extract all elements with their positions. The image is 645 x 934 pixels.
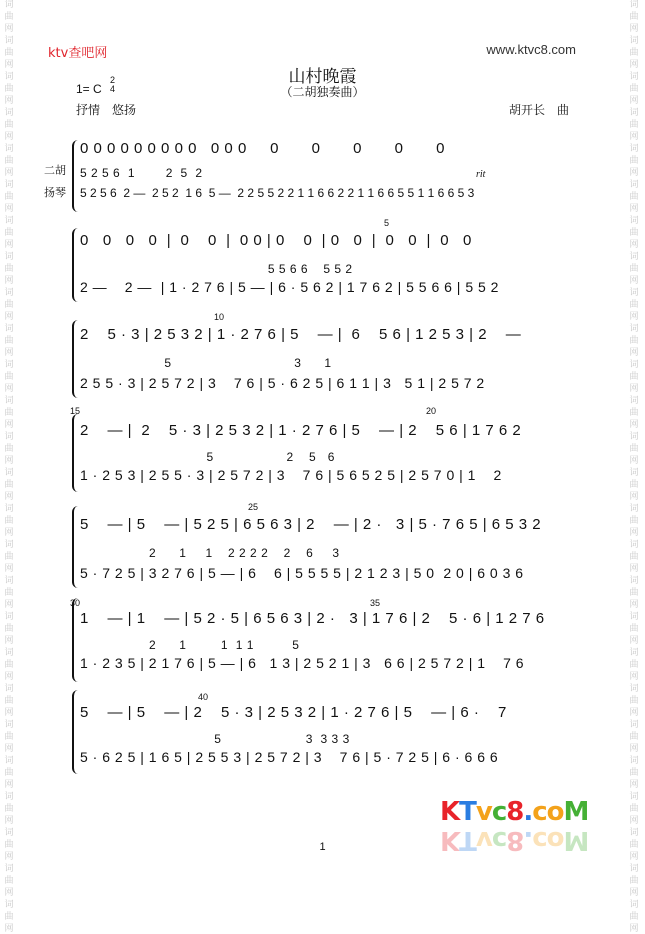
watermark-char: 词 [4,864,14,874]
yangqin-staff: 1 · 2 5 3 | 2 5 5 · 3 | 2 5 7 2 | 3 7 6 | 5 6 5 2 5 | 2 5 7 0 | 1 2 [80,467,502,483]
watermark-char: 网 [629,204,639,214]
watermark-char: 词 [629,792,639,802]
brand-right-url[interactable]: www.ktvc8.com [486,42,576,57]
watermark-char: 曲 [4,264,14,274]
watermark-char: 网 [4,636,14,646]
measure-number: 25 [248,502,259,512]
watermark-char: 词 [4,36,14,46]
watermark-char: 曲 [4,552,14,562]
watermark-char: 词 [4,900,14,910]
watermark-char: 网 [4,924,14,934]
watermark-char: 网 [4,564,14,574]
watermark-char: 词 [4,504,14,514]
erhu-staff: 0 0 0 0 | 0 0 | 0 0 | 0 0 | 0 0 | 0 0 | 0 0 [80,232,472,249]
watermark-char: 曲 [4,624,14,634]
watermark-char: 词 [629,36,639,46]
time-signature-bottom: 4 [110,84,116,94]
yangqin-staff: 2 — 2 — | 1 · 2 7 6 | 5 — | 6 · 5 6 2 | 1 7 6 2 | 5 5 6 6 | 5 5 2 [80,279,499,295]
watermark-char: 网 [629,924,639,934]
tempo-marking: 抒情 悠扬 [76,103,137,117]
watermark-char: 词 [629,396,639,406]
watermark-char: 词 [629,576,639,586]
watermark-char: 曲 [629,804,639,814]
watermark-char: 网 [4,60,14,70]
watermark-char: 网 [4,276,14,286]
watermark-char: 曲 [4,156,14,166]
watermark-char: 曲 [629,228,639,238]
watermark-char: 词 [629,612,639,622]
watermark-char: 曲 [629,696,639,706]
yangqin-staff: 5 2 5 6 2 — 2 5 2 1 6 5 — 2 2 5 5 2 2 1 1 6 6 2 2 1 1 6 6 5 5 1 1 6 6 5 3 [80,186,475,200]
watermark-char: 词 [629,900,639,910]
right-watermark-strip [627,0,641,934]
watermark-char: 曲 [4,120,14,130]
system-brace [72,690,80,774]
watermark-char: 曲 [4,12,14,22]
time-signature-top: 2 [110,75,116,85]
watermark-char: 词 [4,468,14,478]
watermark-char: 曲 [4,696,14,706]
system-brace [72,320,80,398]
watermark-char: 网 [629,312,639,322]
watermark-char: 曲 [629,12,639,22]
system-brace [72,140,80,212]
score-system-3 [74,312,574,398]
instrument-yangqin-label: 扬琴 [44,186,66,199]
watermark-char: 曲 [629,840,639,850]
watermark-char: 网 [4,708,14,718]
watermark-char: 词 [4,72,14,82]
yangqin-upper-notes: 5 3 3 3 3 [80,732,350,746]
score-system-2 [74,218,574,302]
yangqin-upper-notes: 5 2 5 6 [80,450,335,464]
watermark-char: 词 [629,216,639,226]
watermark-char: 词 [629,252,639,262]
system-brace [72,414,80,492]
watermark-char: 网 [4,348,14,358]
system-brace [72,506,80,588]
watermark-char: 词 [4,648,14,658]
watermark-char: 网 [629,240,639,250]
watermark-char: 网 [629,780,639,790]
watermark-char: 曲 [629,264,639,274]
watermark-char: 词 [4,216,14,226]
watermark-char: 网 [4,204,14,214]
measure-number: 20 [426,406,437,416]
rit-marking: rit [476,169,486,180]
watermark-char: 词 [4,576,14,586]
yangqin-upper-notes: 5 5 6 6 5 5 2 [80,262,353,276]
watermark-char: 曲 [629,552,639,562]
watermark-char: 曲 [4,768,14,778]
watermark-char: 网 [4,240,14,250]
watermark-char: 网 [629,528,639,538]
watermark-char: 词 [4,108,14,118]
watermark-char: 曲 [629,912,639,922]
watermark-char: 网 [629,60,639,70]
watermark-char: 词 [4,540,14,550]
watermark-char: 曲 [629,480,639,490]
watermark-char: 曲 [629,768,639,778]
left-watermark-strip [2,0,16,934]
watermark-char: 网 [4,672,14,682]
watermark-char: 曲 [629,876,639,886]
watermark-char: 曲 [629,336,639,346]
watermark-char: 词 [629,432,639,442]
watermark-char: 词 [4,324,14,334]
song-title: 山村晚霞 [288,67,357,87]
watermark-char: 网 [4,24,14,34]
watermark-char: 曲 [629,84,639,94]
watermark-char: 网 [629,492,639,502]
watermark-char: 网 [4,528,14,538]
measure-number: 5 [384,218,390,228]
watermark-char: 网 [4,780,14,790]
watermark-char: 曲 [4,84,14,94]
watermark-char: 网 [629,708,639,718]
watermark-char: 词 [4,252,14,262]
watermark-char: 网 [4,312,14,322]
measure-number: 40 [198,692,209,702]
watermark-char: 网 [629,600,639,610]
watermark-char: 曲 [4,876,14,886]
watermark-char: 网 [629,852,639,862]
watermark-char: 曲 [4,300,14,310]
watermark-char: 网 [629,456,639,466]
watermark-char: 词 [4,0,14,10]
watermark-char: 网 [4,492,14,502]
watermark-char: 词 [629,504,639,514]
watermark-char: 词 [629,720,639,730]
page-number: 1 [319,841,326,853]
watermark-char: 网 [4,96,14,106]
song-subtitle: （二胡独奏曲） [280,85,365,99]
watermark-char: 网 [4,168,14,178]
watermark-char: 词 [629,108,639,118]
watermark-char: 网 [629,888,639,898]
erhu-staff: 2 5 · 3 | 2 5 3 2 | 1 · 2 7 6 | 5 — | 6 5 6 | 1 2 5 3 | 2 — [80,326,522,343]
watermark-char: 词 [4,612,14,622]
erhu-staff: 2 — | 2 5 · 3 | 2 5 3 2 | 1 · 2 7 6 | 5 — | 2 5 6 | 1 7 6 2 [80,422,522,439]
brand-left-link[interactable]: ktv查吧网 [48,46,108,61]
watermark-char: 词 [4,180,14,190]
watermark-char: 曲 [4,660,14,670]
measure-number: 30 [70,598,81,608]
watermark-char: 网 [629,276,639,286]
watermark-char: 词 [4,792,14,802]
composer-credit: 胡开长 曲 [508,103,569,117]
measure-number: 15 [70,406,81,416]
measure-number: 35 [370,598,381,608]
watermark-char: 曲 [4,372,14,382]
instrument-erhu-label: 二胡 [44,164,66,177]
watermark-char: 词 [4,684,14,694]
watermark-char: 词 [629,72,639,82]
watermark-char: 网 [4,816,14,826]
watermark-char: 曲 [4,840,14,850]
system-brace [72,598,80,682]
watermark-char: 网 [629,420,639,430]
watermark-char: 词 [4,432,14,442]
ktvc8-logo [440,797,590,867]
watermark-char: 曲 [629,120,639,130]
measure-number: 10 [214,312,225,322]
score-system-7 [74,690,574,774]
watermark-char: 网 [629,24,639,34]
watermark-char: 曲 [4,516,14,526]
time-signature [110,76,115,94]
watermark-char: 曲 [629,660,639,670]
watermark-char: 词 [629,0,639,10]
watermark-char: 网 [629,132,639,142]
yangqin-upper-notes: 2 1 1 2 2 2 2 2 6 3 [80,546,340,560]
yangqin-staff: 5 · 6 2 5 | 1 6 5 | 2 5 5 3 | 2 5 7 2 | 3 7 6 | 5 · 7 2 5 | 6 · 6 6 6 [80,749,499,765]
watermark-char: 曲 [629,732,639,742]
watermark-char: 词 [629,468,639,478]
watermark-char: 词 [4,720,14,730]
watermark-char: 网 [629,636,639,646]
watermark-char: 曲 [629,516,639,526]
watermark-char: 网 [4,420,14,430]
watermark-char: 网 [4,384,14,394]
erhu-staff: 5 — | 5 — | 2 5 · 3 | 2 5 3 2 | 1 · 2 7 6 | 5 — | 6 · 7 [80,704,507,721]
watermark-char: 词 [4,396,14,406]
watermark-char: 曲 [629,48,639,58]
watermark-char: 词 [629,180,639,190]
watermark-char: 曲 [629,444,639,454]
yangqin-upper-notes: 5 3 1 [80,356,332,370]
watermark-char: 词 [629,756,639,766]
watermark-char: 网 [4,600,14,610]
watermark-char: 词 [629,864,639,874]
yangqin-staff: 2 5 5 · 3 | 2 5 7 2 | 3 7 6 | 5 · 6 2 5 | 6 1 1 | 3 5 1 | 2 5 7 2 [80,375,485,391]
score-system-1 [74,140,574,212]
watermark-char: 网 [629,816,639,826]
key-signature: 1= C [76,82,102,96]
watermark-char: 词 [4,828,14,838]
erhu-staff: 0 0 0 0 0 0 0 0 0 0 0 0 0 0 0 0 0 [80,140,446,157]
watermark-char: 曲 [4,732,14,742]
watermark-char: 网 [629,672,639,682]
logo-text: KTvc8.coM [440,797,589,827]
watermark-char: 词 [4,756,14,766]
watermark-char: 曲 [4,48,14,58]
watermark-char: 词 [629,324,639,334]
watermark-char: 词 [629,144,639,154]
watermark-char: 网 [4,132,14,142]
yangqin-upper-notes: 2 1 1 1 1 5 [80,638,300,652]
erhu-staff: 5 — | 5 — | 5 2 5 | 6 5 6 3 | 2 — | 2 · 3 | 5 · 7 6 5 | 6 5 3 2 [80,516,542,533]
watermark-char: 曲 [4,588,14,598]
watermark-char: 曲 [4,480,14,490]
watermark-char: 曲 [629,588,639,598]
watermark-char: 曲 [4,804,14,814]
watermark-char: 曲 [4,336,14,346]
logo-reflection: KTvc8.coM [440,825,589,855]
watermark-char: 网 [629,384,639,394]
watermark-char: 曲 [4,912,14,922]
watermark-char: 网 [4,744,14,754]
yangqin-staff: 5 · 7 2 5 | 3 2 7 6 | 5 — | 6 6 | 5 5 5 5 | 2 1 2 3 | 5 0 2 0 | 6 0 3 6 [80,565,524,581]
watermark-char: 词 [629,288,639,298]
watermark-char: 曲 [629,408,639,418]
watermark-char: 词 [629,648,639,658]
watermark-char: 曲 [4,444,14,454]
watermark-char: 曲 [4,408,14,418]
yangqin-staff: 1 · 2 3 5 | 2 1 7 6 | 5 — | 6 1 3 | 2 5 2 1 | 3 6 6 | 2 5 7 2 | 1 7 6 [80,655,525,671]
watermark-char: 曲 [629,624,639,634]
score-system-6 [70,598,574,682]
yangqin-upper-notes: 5 2 5 6 1 2 5 2 [80,166,203,180]
watermark-char: 词 [629,828,639,838]
score-system-5 [74,502,574,588]
watermark-char: 曲 [629,192,639,202]
watermark-char: 词 [4,288,14,298]
erhu-staff: 1 — | 1 — | 5 2 · 5 | 6 5 6 3 | 2 · 3 | 1 7 6 | 2 5 · 6 | 1 2 7 6 [80,610,545,627]
watermark-char: 曲 [629,372,639,382]
watermark-char: 网 [4,888,14,898]
watermark-char: 网 [629,348,639,358]
watermark-char: 词 [4,360,14,370]
watermark-char: 词 [629,360,639,370]
watermark-char: 网 [4,852,14,862]
watermark-char: 词 [629,684,639,694]
score-system-4 [70,406,574,492]
watermark-char: 曲 [629,156,639,166]
watermark-char: 词 [4,144,14,154]
watermark-char: 曲 [4,228,14,238]
watermark-char: 网 [629,168,639,178]
watermark-char: 网 [629,564,639,574]
watermark-char: 曲 [4,192,14,202]
watermark-char: 曲 [629,300,639,310]
watermark-char: 网 [629,96,639,106]
system-brace [72,228,80,302]
watermark-char: 词 [629,540,639,550]
watermark-char: 网 [629,744,639,754]
watermark-char: 网 [4,456,14,466]
